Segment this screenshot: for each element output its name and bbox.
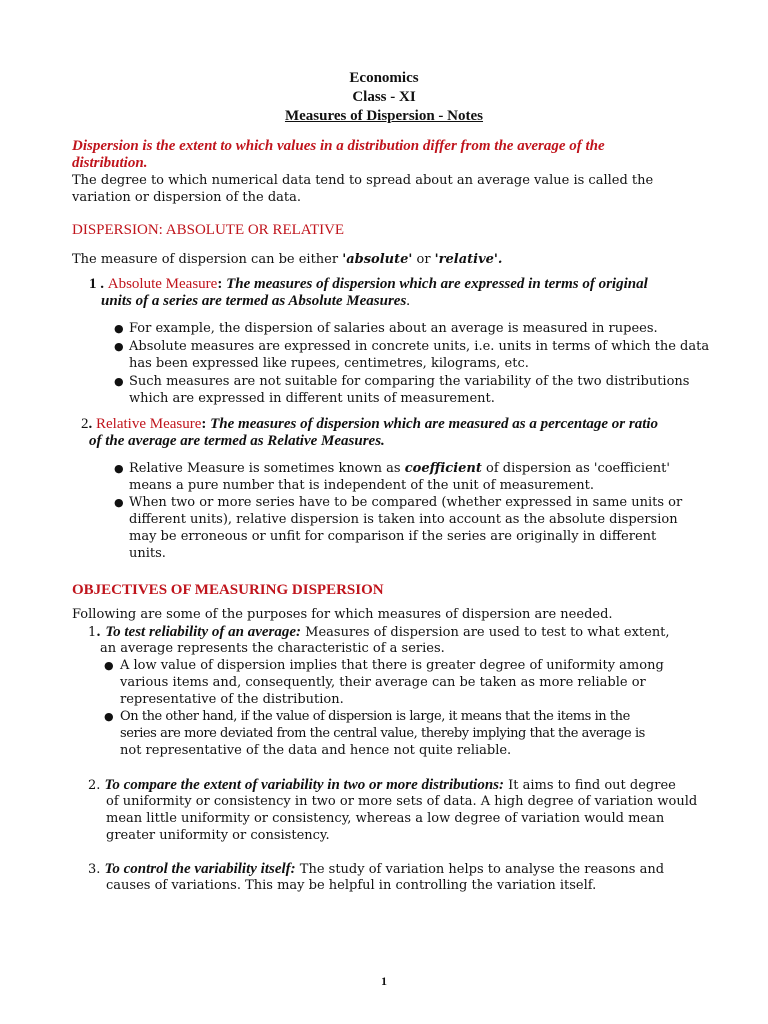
- objective3-line1: 3. To control the variability itself: The study of variation helps to analyse the reasons and: [88, 861, 665, 877]
- objective1-line2: an average represents the characteristic of a series.: [100, 641, 445, 656]
- page-number: 1: [381, 974, 387, 988]
- relative-measure-definition-line2: of the average are termed as Relative Measures.: [89, 433, 385, 449]
- intro-text-line1: The degree to which numerical data tend to spread about an average value is called the: [72, 173, 654, 188]
- absolute-bullet3-line1: Such measures are not suitable for comparing the variability of the two distributions: [129, 374, 690, 389]
- objective1-bullet1-line1: A low value of dispersion implies that there is greater degree of uniformity among: [120, 658, 664, 673]
- relative-bullet1-line1: Relative Measure is sometimes known as coefficient of dispersion as 'coefficient': [129, 461, 670, 476]
- relative-bullet2-line1: When two or more series have to be compared (whether expressed in same units or: [129, 495, 683, 510]
- objective1-line1: 1. To test reliability of an average: Measures of dispersion are used to test to what extent,: [88, 624, 670, 640]
- bullet-icon: ●: [114, 496, 124, 509]
- objective1-bullet1-line2: various items and, consequently, their average can be taken as more reliable or: [120, 675, 646, 690]
- objective3-line2: causes of variations. This may be helpful in controlling the variation itself.: [106, 878, 597, 893]
- relative-measure-definition-line1: 2. Relative Measure: The measures of dispersion which are measured as a percentage or ratio: [81, 416, 659, 432]
- intro-text-line2: variation or dispersion of the data.: [72, 190, 302, 205]
- absolute-bullet1: For example, the dispersion of salaries about an average is measured in rupees.: [129, 321, 658, 336]
- objective2-line2: of uniformity or consistency in two or more sets of data. A high degree of variation would: [106, 794, 698, 809]
- doc-subject: Economics: [349, 70, 419, 86]
- intro-definition-line1: Dispersion is the extent to which values in a distribution differ from the average of the: [72, 138, 605, 154]
- relative-bullet2-line4: units.: [129, 546, 166, 561]
- bullet-icon: ●: [104, 659, 114, 672]
- relative-bullet2-line3: may be erroneous or unfit for comparison if the series are originally in different: [129, 529, 657, 544]
- absolute-bullet3-line2: which are expressed in different units of measurement.: [129, 391, 495, 406]
- absolute-bullet2-line1: Absolute measures are expressed in concrete units, i.e. units in terms of which the data: [129, 339, 710, 354]
- objective2-line4: greater uniformity or consistency.: [106, 828, 330, 843]
- relative-bullet2-line2: different units), relative dispersion is taken into account as the absolute dispersion: [129, 512, 678, 527]
- absolute-measure-definition-line1: 1 . Absolute Measure: The measures of dispersion which are expressed in terms of original: [89, 276, 648, 292]
- doc-title: Measures of Dispersion - Notes: [284, 108, 484, 124]
- objective1-bullet2-line2: series are more deviated from the central value, thereby implying that the average is: [120, 726, 645, 741]
- section-heading-absolute-relative: DISPERSION: ABSOLUTE OR RELATIVE: [72, 222, 345, 238]
- section-heading-objectives: OBJECTIVES OF MEASURING DISPERSION: [72, 582, 384, 598]
- objective2-line3: mean little uniformity or consistency, whereas a low degree of variation would mean: [106, 811, 665, 826]
- intro-definition-line2: distribution.: [72, 155, 148, 171]
- doc-class: Class - XI: [352, 89, 416, 105]
- objectives-lead: Following are some of the purposes for which measures of dispersion are needed.: [72, 607, 613, 622]
- objective2-line1: 2. To compare the extent of variability in two or more distributions: It aims to find out degree: [88, 777, 676, 793]
- bullet-icon: ●: [114, 322, 124, 335]
- bullet-icon: ●: [104, 710, 114, 723]
- objective1-bullet2-line1: On the other hand, if the value of dispersion is large, it means that the items in the: [120, 709, 630, 724]
- bullet-icon: ●: [114, 462, 124, 475]
- bullet-icon: ●: [114, 340, 124, 353]
- objective1-bullet1-line3: representative of the distribution.: [120, 692, 344, 707]
- relative-bullet1-line2: means a pure number that is independent of the unit of measurement.: [129, 478, 595, 493]
- absolute-bullet2-line2: has been expressed like rupees, centimetres, kilograms, etc.: [129, 356, 529, 371]
- absolute-measure-definition-line2: units of a series are termed as Absolute Measures.: [101, 293, 411, 309]
- objective1-bullet2-line3: not representative of the data and hence not quite reliable.: [120, 743, 512, 758]
- section1-lead: The measure of dispersion can be either 'absolute' or 'relative'.: [72, 252, 503, 267]
- bullet-icon: ●: [114, 375, 124, 388]
